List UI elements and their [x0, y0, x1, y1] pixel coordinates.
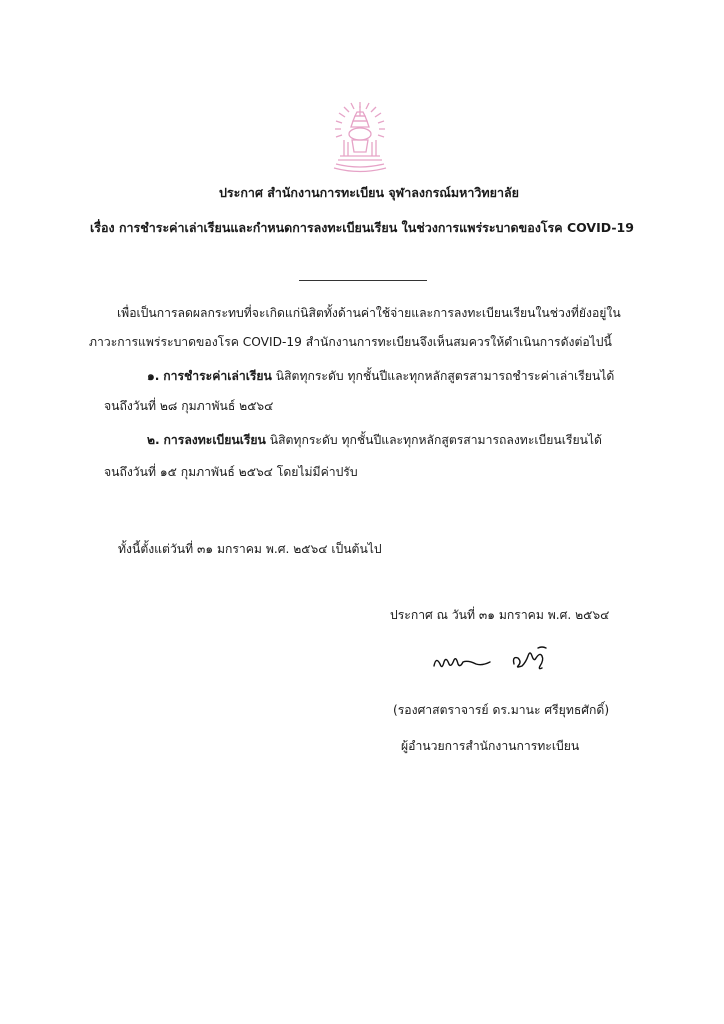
intro-paragraph-line1: เพื่อเป็นการลดผลกระทบที่จะเกิดแก่นิสิตทั้งด้านค่าใช้จ่ายและการลงทะเบียนเรียนในช่วงที่ยังอยู่ใน: [117, 306, 621, 320]
title-divider: [299, 280, 427, 281]
item-2-heading: การลงทะเบียนเรียน: [163, 433, 266, 447]
announcement-title: ประกาศ สำนักงานการทะเบียน จุฬาลงกรณ์มหาวิทยาลัย: [219, 185, 519, 200]
announcement-subject: เรื่อง การชำระค่าเล่าเรียนและกำหนดการลงทะเบียนเรียน ในช่วงการแพร่ระบาดของโรค COVID-19: [90, 220, 634, 235]
item-2-number: ๒.: [147, 433, 160, 447]
item-1-heading: การชำระค่าเล่าเรียน: [163, 369, 272, 383]
item-2-continuation: จนถึงวันที่ ๑๕ กุมภาพันธ์ ๒๕๖๔ โดยไม่มีค่าปรับ: [104, 465, 358, 479]
effective-date: ทั้งนี้ตั้งแต่วันที่ ๓๑ มกราคม พ.ศ. ๒๕๖๔ เป็นต้นไป: [118, 542, 382, 556]
item-1-number: ๑.: [147, 369, 160, 383]
announce-date: ประกาศ ณ วันที่ ๓๑ มกราคม พ.ศ. ๒๕๖๔: [390, 608, 610, 622]
item-2: [147, 431, 602, 450]
intro-paragraph-line2: ภาวะการแพร่ระบาดของโรค COVID-19 สำนักงานการทะเบียนจึงเห็นสมควรให้ดำเนินการดังต่อไปนี้: [89, 335, 612, 349]
item-1-text: นิสิตทุกระดับ ทุกชั้นปีและทุกหลักสูตรสามารถชำระค่าเล่าเรียนได้: [275, 369, 615, 383]
handwritten-signature: [430, 642, 560, 676]
university-seal-logo: [320, 100, 400, 174]
item-1: [147, 367, 614, 386]
signer-name: (รองศาสตราจารย์ ดร.มานะ ศรียุทธศักดิ์): [393, 703, 610, 717]
item-2-text: นิสิตทุกระดับ ทุกชั้นปีและทุกหลักสูตรสามารถลงทะเบียนเรียนได้: [269, 433, 602, 447]
signer-position: ผู้อำนวยการสำนักงานการทะเบียน: [401, 739, 580, 753]
item-1-continuation: จนถึงวันที่ ๒๘ กุมภาพันธ์ ๒๕๖๔: [104, 399, 274, 413]
